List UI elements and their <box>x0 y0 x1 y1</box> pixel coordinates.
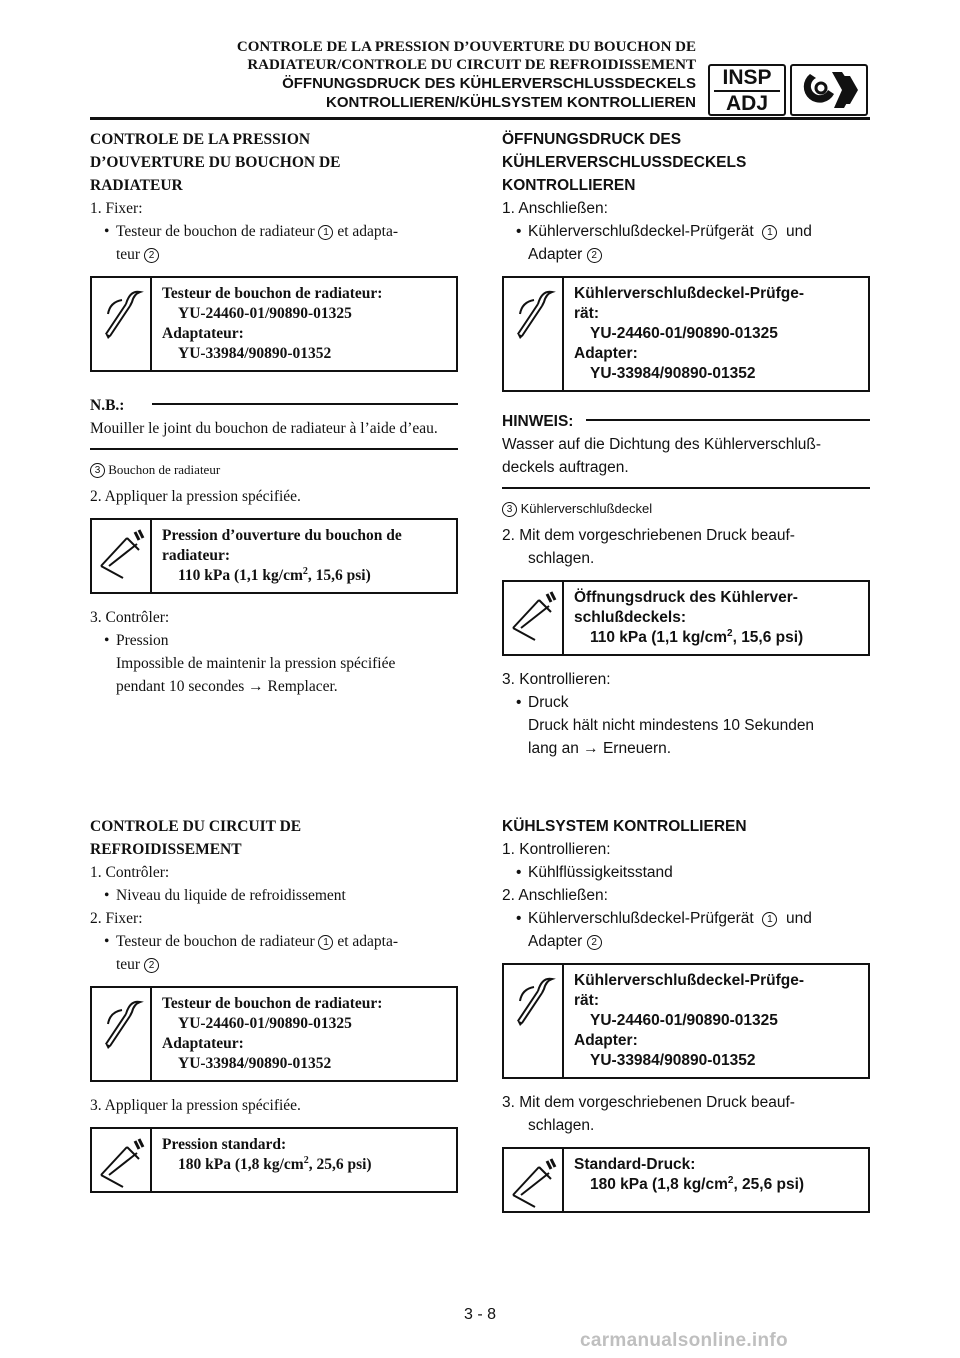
spec-label: rät: <box>574 992 599 1009</box>
pressure-spec-box <box>502 1147 870 1213</box>
badge-insp-label: INSP <box>722 66 772 89</box>
badge-adj-label: ADJ <box>725 92 768 115</box>
step-continuation: schlagen. <box>528 550 595 567</box>
spec-value: YU-33984/90890-01352 <box>178 1055 332 1072</box>
spec-label: Adapter: <box>574 345 638 362</box>
header-title-fr-line2: RADIATEUR/CONTROLE DU CIRCUIT DE REFROIDISSEMENT <box>247 57 696 73</box>
spec-value: YU-24460-01/90890-01325 <box>178 1015 352 1032</box>
bullet-item: • Testeur de bouchon de radiateur 1 et adapta- <box>90 220 458 243</box>
pressure-gauge-icon <box>504 1149 564 1211</box>
tool-icon <box>504 965 564 1077</box>
ref-number: 2 <box>587 248 602 263</box>
bullet-text: lang an → Erneuern. <box>528 740 672 757</box>
step: 1. Kontrollieren: <box>502 841 611 858</box>
spec-value: 110 kPa (1,1 $kg/cm^2$, 15,6 psi) <box>178 565 371 584</box>
bullet-item: • Pression <box>90 629 458 652</box>
ref-number: 1 <box>318 225 333 240</box>
spec-value: 180 kPa (1,8 $kg/cm^2$, 25,6 psi) <box>178 1154 372 1173</box>
spec-label: Adaptateur: <box>162 1035 244 1052</box>
spec-label: Kühlerverschlußdeckel-Prüfge- <box>574 285 804 302</box>
pressure-gauge-icon <box>92 1129 152 1191</box>
spec-value: 110 kPa (1,1 $kg/cm^2$, 15,6 psi) <box>590 627 804 646</box>
note-text: Wasser auf die Dichtung des Kühlerverschluß-deckels auftragen. <box>502 436 822 476</box>
wrench-icon <box>790 64 868 116</box>
spec-value: 180 kPa (1,8 $kg/cm^2$, 25,6 psi) <box>590 1174 805 1193</box>
spec-label: Testeur de bouchon de radiateur: <box>162 285 383 302</box>
french-column-bottom <box>90 815 458 1205</box>
ref-number: 1 <box>762 225 777 240</box>
spec-label: rät: <box>574 305 599 322</box>
pressure-spec-box <box>90 518 458 594</box>
bullet-item: • Niveau du liquide de refroidissement <box>90 884 458 907</box>
section-title: CONTROLE DU CIRCUIT DE <box>90 818 302 835</box>
bullet-continuation: teur 2 <box>90 953 458 976</box>
header-title-fr-line1: CONTROLE DE LA PRESSION D’OUVERTURE DU BOUCHON DE <box>236 39 696 55</box>
spec-value: YU-24460-01/90890-01325 <box>590 325 778 342</box>
section-title: ÖFFNUNGSDRUCK DES <box>502 131 682 148</box>
note-text: Mouiller le joint du bouchon de radiateur à l’aide d’eau. <box>90 420 438 437</box>
header-rule <box>90 117 870 120</box>
spec-label: Adaptateur: <box>162 325 244 342</box>
bullet-item: • Kühlerverschlußdeckel-Prüfgerät 1 und <box>502 907 870 930</box>
note-end-rule <box>502 487 870 489</box>
bullet-continuation: Adapter 2 <box>502 930 870 953</box>
ref-number: 1 <box>762 912 777 927</box>
watermark: carmanualsonline.info <box>580 1330 788 1351</box>
ref-number: 3 <box>90 463 105 478</box>
header-title-de-line2: KONTROLLIEREN/KÜHLSYSTEM KONTROLLIEREN <box>326 94 696 111</box>
note-label: N.B.: <box>90 397 125 414</box>
pressure-spec-box <box>502 580 870 656</box>
bullet-item: • Kühlerverschlußdeckel-Prüfgerät 1 und <box>502 220 870 243</box>
tool-spec-box <box>502 276 870 392</box>
bullet-continuation: Adapter 2 <box>502 243 870 266</box>
spec-value: YU-24460-01/90890-01325 <box>178 305 352 322</box>
spec-label: schlußdeckels: <box>574 609 686 626</box>
ref-number: 1 <box>318 935 333 950</box>
note-label: HINWEIS: <box>502 413 574 430</box>
step: 1. Fixer: <box>90 200 143 217</box>
step: 2. Fixer: <box>90 910 143 927</box>
spec-value: YU-33984/90890-01352 <box>178 345 332 362</box>
spec-label: Adapter: <box>574 1032 638 1049</box>
german-column-top <box>502 128 870 760</box>
section-title: REFROIDISSEMENT <box>90 841 242 858</box>
tool-icon <box>504 278 564 390</box>
note-rule <box>152 403 458 405</box>
french-column-top <box>90 128 458 698</box>
step: 3. Mit dem vorgeschriebenen Druck beauf- <box>502 1094 795 1111</box>
tool-spec-box <box>90 276 458 372</box>
section-title: KONTROLLIEREN <box>502 177 636 194</box>
tool-icon <box>92 278 152 370</box>
step: 2. Appliquer la pression spécifiée. <box>90 488 301 505</box>
spec-label: Standard-Druck: <box>574 1156 696 1173</box>
step: 1. Anschließen: <box>502 200 608 217</box>
note-rule <box>586 419 870 421</box>
note-block <box>502 410 870 489</box>
section-title: RADIATEUR <box>90 177 183 194</box>
step: 3. Appliquer la pression spécifiée. <box>90 1097 301 1114</box>
pressure-gauge-icon <box>504 582 564 654</box>
section-title: CONTROLE DE LA PRESSION <box>90 131 311 148</box>
ref-number: 2 <box>587 935 602 950</box>
bullet-text: pendant 10 secondes → Remplacer. <box>116 678 338 695</box>
caption: 3 Bouchon de radiateur <box>90 458 458 481</box>
caption: 3 Kühlerverschlußdeckel <box>502 497 870 520</box>
tool-spec-box <box>90 986 458 1082</box>
page-number: 3 - 8 <box>463 1306 496 1323</box>
bullet-continuation: teur 2 <box>90 243 458 266</box>
bullet-text: Druck hält nicht mindestens 10 Sekunden <box>528 717 815 734</box>
ref-number: 2 <box>144 248 159 263</box>
spec-value: YU-33984/90890-01352 <box>590 1052 756 1069</box>
spec-label: Pression d’ouverture du bouchon de <box>162 527 402 544</box>
step: 2. Mit dem vorgeschriebenen Druck beauf- <box>502 527 795 544</box>
note-block <box>90 394 458 450</box>
pressure-spec-box <box>90 1127 458 1193</box>
note-end-rule <box>90 448 458 450</box>
pressure-gauge-icon <box>92 520 152 592</box>
header-title-de-line1: ÖFFNUNGSDRUCK DES KÜHLERVERSCHLUSSDECKELS <box>282 75 696 92</box>
bullet-item: • Kühlflüssigkeitsstand <box>502 861 870 884</box>
bullet-item: • Druck <box>502 691 870 714</box>
insp-adj-badge <box>708 64 786 116</box>
step-continuation: schlagen. <box>528 1117 595 1134</box>
tool-spec-box <box>502 963 870 1079</box>
spec-value: YU-33984/90890-01352 <box>590 365 756 382</box>
step: 1. Contrôler: <box>90 864 170 881</box>
section-title: D’OUVERTURE DU BOUCHON DE <box>90 154 341 171</box>
section-title: KÜHLERVERSCHLUSSDECKELS <box>502 154 747 171</box>
section-title: KÜHLSYSTEM KONTROLLIEREN <box>502 818 747 835</box>
bullet-item: • Testeur de bouchon de radiateur 1 et adapta- <box>90 930 458 953</box>
spec-label: Pression standard: <box>162 1136 287 1153</box>
german-column-bottom <box>502 815 870 1225</box>
bullet-text: Impossible de maintenir la pression spécifiée <box>116 655 396 672</box>
ref-number: 2 <box>144 958 159 973</box>
step: 3. Kontrollieren: <box>502 671 611 688</box>
spec-value: YU-24460-01/90890-01325 <box>590 1012 778 1029</box>
tool-icon <box>92 988 152 1080</box>
spec-label: Öffnungsdruck des Kühlerver- <box>574 589 798 606</box>
ref-number: 3 <box>502 502 517 517</box>
spec-label: radiateur: <box>162 547 231 564</box>
step: 2. Anschließen: <box>502 887 608 904</box>
spec-label: Testeur de bouchon de radiateur: <box>162 995 383 1012</box>
spec-label: Kühlerverschlußdeckel-Prüfge- <box>574 972 804 989</box>
step: 3. Contrôler: <box>90 609 170 626</box>
